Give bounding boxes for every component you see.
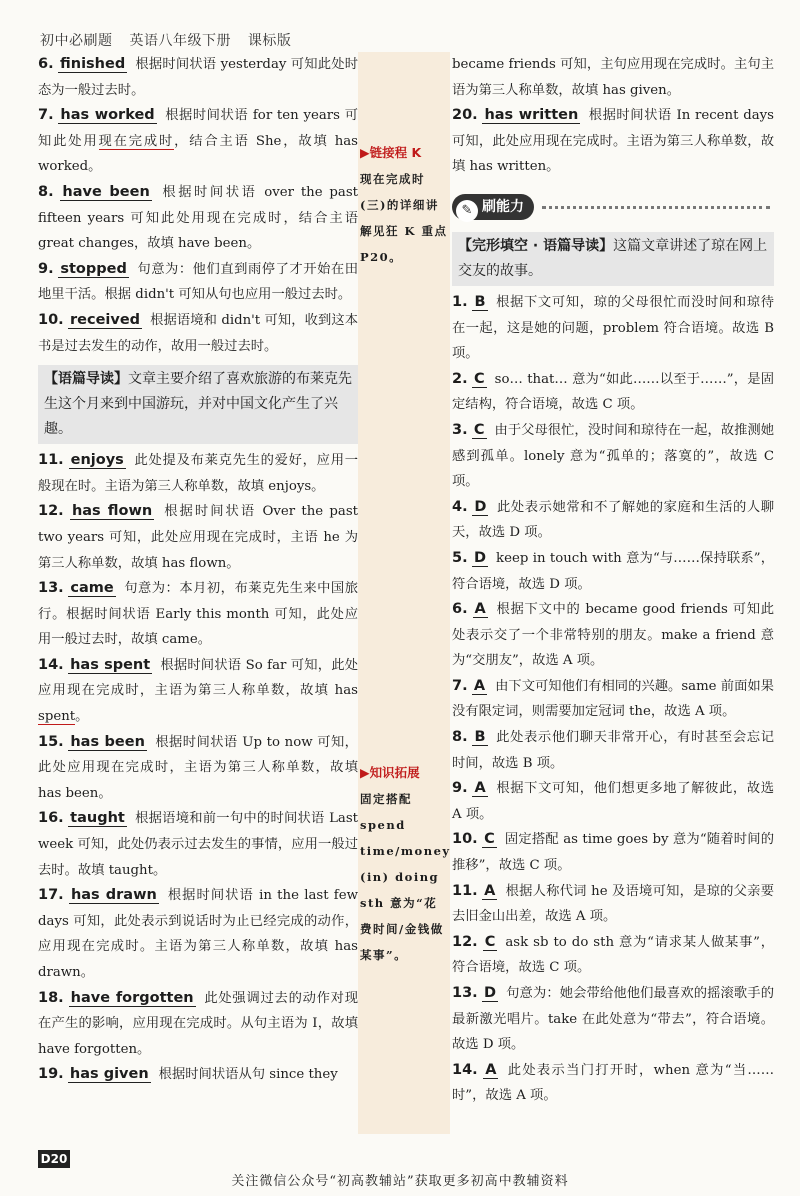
item-number: 9.: [452, 780, 468, 797]
answer-item: [452, 981, 774, 1058]
item-number: 5.: [452, 549, 468, 566]
answer-item: [452, 597, 774, 674]
answer-item: [38, 308, 358, 359]
answer-text: C: [474, 370, 485, 387]
item-number: 9.: [38, 260, 54, 277]
item-number: 12.: [452, 933, 478, 950]
side-note-link: [360, 140, 448, 270]
answer-text: A: [485, 1061, 497, 1078]
explanation: 此处提及布莱克先生的爱好，应用一般现在时。主语为第三人称单数，故填 enjoys。: [38, 453, 359, 494]
right-column: [452, 52, 774, 1109]
answer-item: [452, 674, 774, 725]
answer-text: received: [70, 311, 141, 328]
underlined-text: spent: [38, 709, 76, 725]
item-number: 3.: [452, 421, 468, 438]
item-number: 20.: [452, 107, 478, 124]
explanation: 根据人称代词 he 及语境可知，是琼的父亲要去旧金山出差，故选 A 项。: [452, 883, 774, 925]
answer-text: C: [484, 933, 496, 950]
item-number: 7.: [38, 107, 54, 124]
answer-text: came: [70, 580, 114, 597]
answer-item: [452, 418, 774, 495]
answer-item: [452, 290, 774, 367]
explanation: 根据时间状语 over the past fifteen years 可知此处用现在完成时，结合主语 great changes，故填 have been。: [38, 184, 358, 252]
reading-guide-text: 这篇文章讲述了琼在网上交友的故事。: [458, 237, 768, 279]
side-note-text: 现在完成时(三)的详细讲解见狂 K 重点 P20。: [360, 172, 448, 264]
answer-item: [452, 776, 774, 827]
answer-text: B: [474, 293, 486, 310]
explanation: 此处表示当门打开时，when 意为“当……时”，故选 A 项。: [452, 1062, 774, 1104]
explanation: ask sb to do sth 意为“请求某人做某事”，符合语境，故选 C 项。: [452, 934, 774, 976]
margin-sidebar: [358, 52, 450, 1134]
answer-text: D: [473, 549, 487, 566]
answer-text: C: [484, 831, 495, 848]
explanation: so… that… 意为“如此……以至于……”，是固定结构，符合语境，故选 C 项。: [452, 371, 774, 413]
item-number: 19.: [38, 1066, 64, 1083]
item-number: 11.: [452, 882, 478, 899]
book-title: 初中必刷题: [40, 33, 113, 49]
answer-text: has worked: [60, 107, 155, 124]
ability-banner: [452, 190, 774, 226]
banner-dotted-line: [542, 206, 770, 209]
item-number: 17.: [38, 887, 64, 904]
answer-text: has given: [69, 1066, 149, 1083]
answer-item: [452, 546, 774, 597]
answer-item: [38, 103, 358, 180]
explanation: 句意为：他们直到雨停了才开始在田地里干活。根据 didn't 可知从句也应用一般过去时。: [38, 261, 359, 303]
answer-text: B: [474, 729, 486, 746]
answer-item: [38, 576, 358, 653]
answer-item: [452, 879, 774, 930]
side-note-text: 固定搭配 spend time/money (in) doing sth 意为“花费时间/金钱做某事”。: [360, 792, 451, 962]
explanation: 根据时间状语 yesterday 可知此处时态为一般过去时。: [38, 57, 358, 98]
item-number: 1.: [452, 293, 468, 310]
footer-note: 关注微信公众号“初高教辅站”获取更多初高中教辅资料: [231, 1174, 569, 1189]
answer-text: A: [474, 780, 486, 797]
answer-item: [452, 930, 774, 981]
answer-text: taught: [70, 810, 125, 827]
answer-item: [452, 827, 774, 878]
item-number: 10.: [452, 831, 478, 848]
explanation: 根据时间状语 In recent days 可知，此处应用现在完成时。主语为第三人称单数，故填 has written。: [452, 108, 774, 175]
page-number: D20: [38, 1150, 70, 1168]
answer-item: [38, 1062, 358, 1088]
brush-icon: ✎: [456, 200, 478, 222]
explanation: 根据时间状语 So far 可知，此处应用现在完成时，主语为第三人称单数，故填 has: [38, 657, 359, 699]
answer-item: [38, 806, 358, 883]
answer-item: [38, 883, 358, 985]
explanation: 根据下文可知，他们想更多地了解彼此，故选 A 项。: [452, 781, 775, 822]
item-number: 12.: [38, 503, 64, 520]
side-note-knowledge: [360, 760, 451, 968]
explanation: 根据时间状语 for ten years 可知此处用: [38, 108, 358, 149]
ability-banner-label: 刷能力: [482, 198, 524, 215]
left-column: [38, 52, 358, 1088]
explanation: 根据语境和前一句中的时间状语 Last week 可知，此处仍表示过去发生的事情，应用一般过去时。故填 taught。: [38, 811, 358, 878]
answer-item: [38, 52, 358, 103]
answer-item: [452, 1058, 774, 1109]
answer-item: [452, 725, 774, 776]
explanation: 根据时间状语 in the last few days 可知，此处表示到说话时为止已经完成的动作，应用现在完成时。主语为第三人称单数，故填 has drawn。: [38, 888, 358, 980]
answer-text: has flown: [71, 503, 153, 520]
explanation: 根据时间状语从句 since they: [158, 1067, 338, 1083]
explanation: became friends 可知，主句应用现在完成时。主句主语为第三人称单数，故填 has given。: [452, 57, 774, 98]
item-number: 7.: [452, 677, 468, 694]
answer-item: [38, 653, 358, 730]
answer-text: stopped: [60, 260, 127, 277]
explanation: 根据语境和 didn't 可知，收到这本书是过去发生的动作，故用一般过去时。: [38, 312, 358, 354]
answer-text: have forgotten: [70, 989, 194, 1006]
explanation: 根据下文可知，琼的父母很忙而没时间和琼待在一起，这是她的问题，problem 符合语境。故选 B 项。: [452, 294, 774, 362]
answer-item: [452, 495, 774, 546]
explanation: 固定搭配 as time goes by 意为“随着时间的推移”，故选 C 项。: [452, 832, 774, 874]
answer-text: have been: [62, 183, 150, 200]
answer-text: A: [474, 601, 486, 618]
answer-item: [38, 499, 358, 576]
answer-item: [38, 180, 358, 257]
answer-text: has drawn: [70, 887, 157, 904]
answer-text: enjoys: [70, 452, 124, 469]
answer-text: D: [484, 985, 497, 1001]
answer-item: [452, 103, 774, 180]
answer-item: [452, 367, 774, 418]
answer-text: has spent: [70, 656, 151, 673]
item-number: 2.: [452, 370, 468, 387]
reading-guide-label: 【完形填空 · 语篇导读】: [458, 237, 614, 254]
explanation: 此处表示他们聊天非常开心，有时甚至会忘记时间，故选 B 项。: [452, 730, 774, 771]
explanation: ，结合主语 She，故填 has worked。: [38, 133, 359, 175]
item-number: 11.: [38, 452, 64, 469]
reading-guide-text: 文章主要介绍了喜欢旅游的布莱克先生这个月来到中国游玩，并对中国文化产生了兴趣。: [44, 371, 352, 438]
explanation: 由下文可知他们有相同的兴趣。same 前面如果没有限定词，则需要加定冠词 the，故选 A 项。: [452, 678, 774, 720]
explanation: 。: [75, 709, 89, 725]
subject-title: 英语八年级下册: [129, 33, 231, 49]
item-number: 16.: [38, 810, 64, 827]
item-number: 6.: [38, 56, 54, 72]
item-number: 8.: [452, 729, 468, 746]
explanation: 根据下文中的 became good friends 可知此处表示交了一个非常特别的朋友。make a friend 意为“交朋友”，故选 A 项。: [452, 602, 774, 669]
reading-guide-label: 【语篇导读】: [44, 371, 128, 388]
answer-text: A: [473, 677, 486, 694]
item-number: 10.: [38, 311, 64, 328]
ability-banner-pill: [452, 194, 534, 220]
answer-text: D: [474, 498, 487, 515]
item-number: 14.: [452, 1061, 478, 1078]
explanation: keep in touch with 意为“与……保持联系”，符合语境，故选 D 项。: [452, 550, 775, 592]
explanation: 此处强调过去的动作对现在产生的影响，应用现在完成时。从句主语为 I，故填 have forgotten。: [38, 990, 358, 1057]
explanation: 根据时间状语 Over the past two years 可知，此处应用现在完成时，主语 he 为第三人称单数，故填 has flown。: [38, 504, 358, 571]
answer-item: [38, 257, 358, 308]
item-number: 14.: [38, 656, 64, 673]
reading-guide-box: [452, 232, 774, 286]
item-number: 13.: [38, 580, 64, 597]
answer-text: has been: [70, 733, 145, 750]
underlined-text: 现在完成时: [98, 133, 175, 149]
answer-text: has written: [484, 107, 579, 124]
edition-label: 课标版: [247, 33, 292, 49]
item-number: 13.: [452, 985, 478, 1001]
explanation: 根据时间状语 Up to now 可知，此处应用现在完成时，主语为第三人称单数，故填 has been。: [38, 734, 358, 801]
item-number: 4.: [452, 498, 468, 515]
item-number: 8.: [38, 183, 54, 200]
explanation: 此处表示她常和不了解她的家庭和生活的人聊天，故选 D 项。: [452, 499, 774, 541]
explanation: 句意为：本月初，布莱克先生来中国旅行。根据时间状语 Early this month 可知，此处应用一般过去时，故填 came。: [38, 581, 359, 648]
page-header: [40, 30, 303, 54]
answer-item: [38, 448, 358, 499]
explanation: 句意为：她会带给他他们最喜欢的摇滚歌手的最新激光唱片。take 在此处意为“带去”，符合语境。故选 D 项。: [452, 986, 774, 1053]
answer-item-continued: [452, 52, 774, 103]
reading-guide-box: [38, 365, 358, 444]
side-note-heading: ▶知识拓展: [360, 765, 420, 780]
item-number: 15.: [38, 733, 64, 750]
answer-text: finished: [60, 56, 126, 72]
answer-item: [38, 730, 358, 807]
answer-text: A: [484, 882, 496, 899]
item-number: 18.: [38, 989, 64, 1006]
item-number: 6.: [452, 601, 468, 618]
side-note-heading: ▶链接程 K: [360, 145, 422, 160]
answer-text: C: [473, 421, 485, 438]
answer-item: [38, 986, 358, 1063]
explanation: 由于父母很忙，没时间和琼待在一起，故推测她感到孤单。lonely 意为“孤单的；落寞的”，故选 C 项。: [452, 422, 775, 490]
